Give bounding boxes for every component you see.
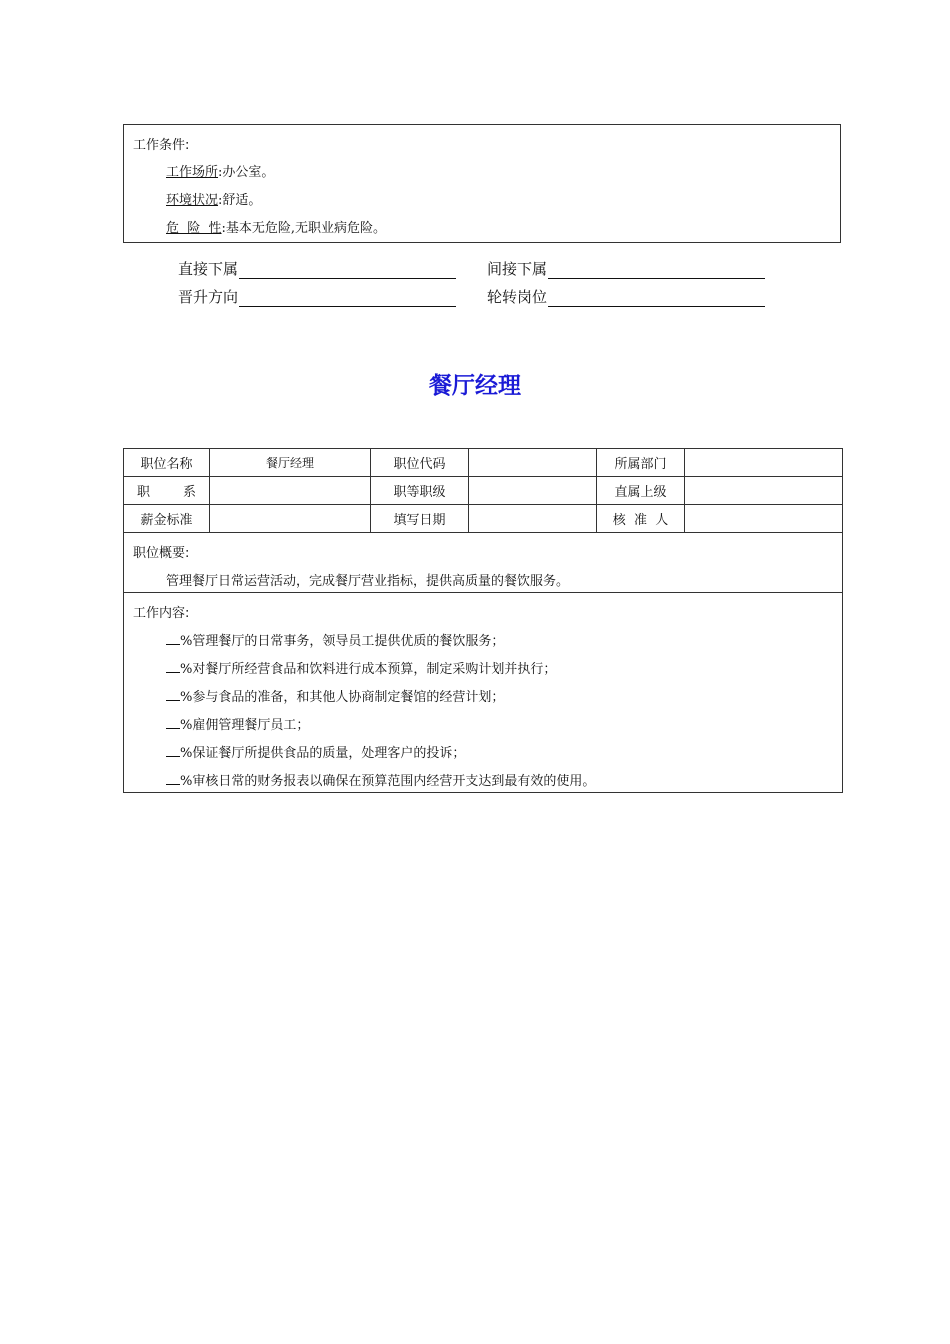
direct-subordinate-blank[interactable] bbox=[239, 262, 456, 279]
condition-value: :办公室。 bbox=[218, 165, 275, 180]
rotation-blank[interactable] bbox=[548, 290, 765, 307]
duties-cell bbox=[124, 593, 843, 793]
indirect-subordinate-field bbox=[487, 258, 765, 279]
promotion-field bbox=[178, 286, 456, 307]
value-cell bbox=[469, 505, 597, 533]
value-cell bbox=[469, 477, 597, 505]
value-cell: 餐厅经理 bbox=[210, 449, 371, 477]
duty-text: %对餐厅所经营食品和饮料进行成本预算，制定采购计划并执行； bbox=[180, 662, 557, 677]
value-cell bbox=[685, 477, 843, 505]
label-cell: 职位名称 bbox=[124, 449, 210, 477]
promotion-label: 晋升方向 bbox=[178, 288, 239, 306]
table-row bbox=[124, 505, 843, 533]
condition-risk bbox=[166, 217, 386, 236]
condition-value: :舒适。 bbox=[218, 193, 262, 208]
list-item bbox=[166, 658, 556, 677]
percent-blank[interactable] bbox=[166, 772, 180, 785]
condition-label: 工作场所 bbox=[166, 165, 219, 180]
label-cell: 薪金标准 bbox=[124, 505, 210, 533]
list-item bbox=[166, 770, 595, 789]
value-cell bbox=[685, 449, 843, 477]
indirect-subordinate-label: 间接下属 bbox=[487, 260, 548, 278]
job-info-table bbox=[123, 448, 843, 793]
summary-heading: 职位概要: bbox=[133, 546, 190, 561]
indirect-subordinate-blank[interactable] bbox=[548, 262, 765, 279]
percent-blank[interactable] bbox=[166, 716, 180, 729]
summary-cell bbox=[124, 533, 843, 593]
label-cell: 核 准 人 bbox=[597, 505, 685, 533]
rotation-label: 轮转岗位 bbox=[487, 288, 548, 306]
duty-text: %审核日常的财务报表以确保在预算范围内经营开支达到最有效的使用。 bbox=[180, 774, 596, 789]
promotion-blank[interactable] bbox=[239, 290, 456, 307]
percent-blank[interactable] bbox=[166, 632, 180, 645]
condition-value: :基本无危险,无职业病危险。 bbox=[221, 221, 387, 236]
duty-text: %参与食品的准备，和其他人协商制定餐馆的经营计划； bbox=[180, 690, 505, 705]
duty-text: %雇佣管理餐厅员工； bbox=[180, 718, 310, 733]
direct-subordinate-field bbox=[178, 258, 456, 279]
table-row bbox=[124, 593, 843, 793]
table-row bbox=[124, 477, 843, 505]
work-conditions-box bbox=[123, 124, 841, 243]
table-row bbox=[124, 449, 843, 477]
list-item bbox=[166, 714, 309, 733]
percent-blank[interactable] bbox=[166, 660, 180, 673]
label-cell: 所属部门 bbox=[597, 449, 685, 477]
condition-workplace bbox=[166, 161, 274, 180]
work-conditions-heading: 工作条件: bbox=[133, 138, 190, 153]
summary-text: 管理餐厅日常运营活动，完成餐厅营业指标，提供高质量的餐饮服务。 bbox=[166, 574, 570, 589]
value-cell bbox=[210, 477, 371, 505]
condition-environment bbox=[166, 189, 261, 208]
list-item bbox=[166, 686, 504, 705]
condition-label: 危 险 性 bbox=[166, 221, 222, 236]
rotation-field bbox=[487, 286, 765, 307]
label-cell: 职位代码 bbox=[371, 449, 469, 477]
value-cell bbox=[685, 505, 843, 533]
value-cell bbox=[469, 449, 597, 477]
list-item bbox=[166, 742, 465, 761]
label-cell: 直属上级 bbox=[597, 477, 685, 505]
duty-text: %保证餐厅所提供食品的质量，处理客户的投诉； bbox=[180, 746, 466, 761]
label-cell: 填写日期 bbox=[371, 505, 469, 533]
page-title: 餐厅经理 bbox=[429, 373, 521, 399]
percent-blank[interactable] bbox=[166, 744, 180, 757]
label-cell: 职等职级 bbox=[371, 477, 469, 505]
duty-text: %管理餐厅的日常事务，领导员工提供优质的餐饮服务； bbox=[180, 634, 505, 649]
duties-heading: 工作内容: bbox=[133, 606, 190, 621]
percent-blank[interactable] bbox=[166, 688, 180, 701]
table-row bbox=[124, 533, 843, 593]
label-cell: 职 系 bbox=[124, 477, 210, 505]
condition-label: 环境状况 bbox=[166, 193, 219, 208]
direct-subordinate-label: 直接下属 bbox=[178, 260, 239, 278]
value-cell bbox=[210, 505, 371, 533]
list-item bbox=[166, 630, 504, 649]
